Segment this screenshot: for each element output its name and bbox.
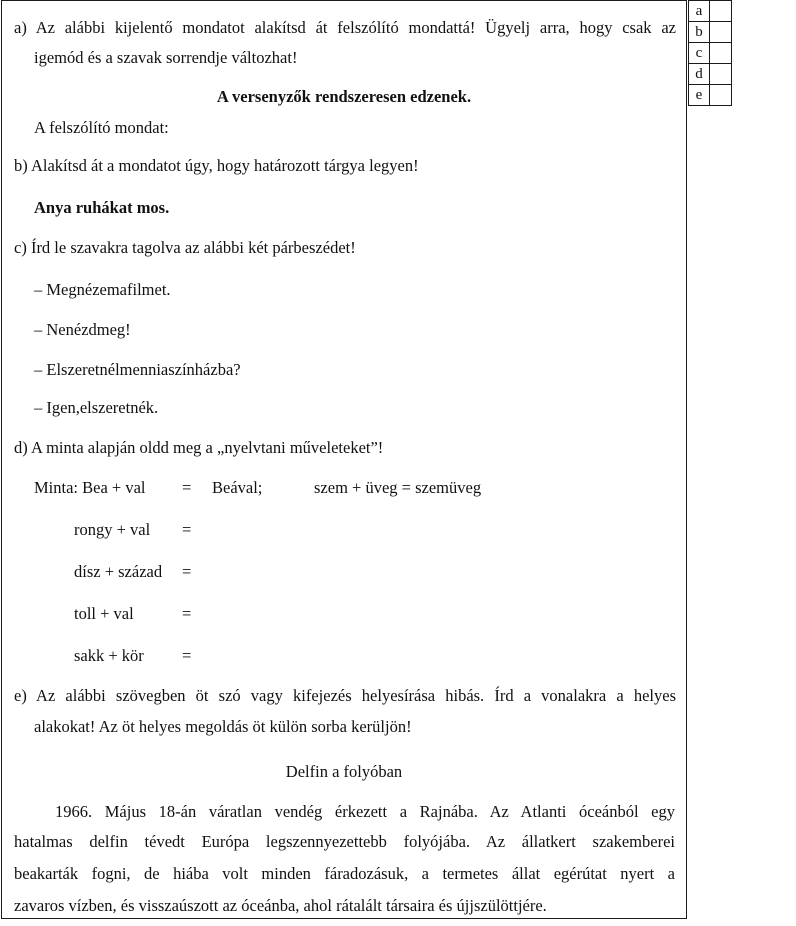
exercise-expression: sakk + kör bbox=[74, 646, 144, 665]
score-field-e[interactable] bbox=[710, 85, 732, 106]
exercise-equals: = bbox=[182, 520, 192, 539]
score-row-c bbox=[689, 43, 732, 64]
text-title: Delfin a folyóban bbox=[285, 762, 403, 781]
score-row-e bbox=[689, 85, 732, 106]
exercise-equals: = bbox=[182, 562, 192, 581]
example-result: Beával; bbox=[212, 478, 263, 497]
score-label: b bbox=[689, 22, 710, 43]
score-table bbox=[688, 0, 732, 106]
task-e-prompt-line2: alakokat! Az öt helyes megoldás öt külön sorba kerüljön! bbox=[34, 717, 412, 736]
task-a-prompt-line2: igemód és a szavak sorrendje változhat! bbox=[34, 48, 298, 67]
paragraph-line: zavaros vízben, és visszaúszott az óceánba, ahol rátalált társaira és újjszülöttjére. bbox=[14, 896, 547, 915]
score-field-d[interactable] bbox=[710, 64, 732, 85]
task-b-prompt: b) Alakítsd át a mondatot úgy, hogy határozott tárgya legyen! bbox=[14, 156, 419, 175]
score-field-b[interactable] bbox=[710, 22, 732, 43]
task-b-sentence: Anya ruhákat mos. bbox=[34, 198, 170, 217]
exercise-equals: = bbox=[182, 604, 192, 623]
task-c-prompt: c) Írd le szavakra tagolva az alábbi két párbeszédet! bbox=[14, 238, 356, 257]
exercise-answer-field[interactable] bbox=[212, 562, 652, 582]
task-a-sentence: A versenyzők rendszeresen edzenek. bbox=[216, 87, 472, 106]
exercise-equals: = bbox=[182, 646, 192, 665]
score-label: a bbox=[689, 1, 710, 22]
score-field-c[interactable] bbox=[710, 43, 732, 64]
dialogue-line: – Igen,elszeretnék. bbox=[34, 398, 159, 417]
paragraph-line: 1966. Május 18-án váratlan vendég érkezett a Rajnába. Az Atlanti óceánból egy bbox=[55, 802, 675, 821]
dialogue-line: – Megnézemafilmet. bbox=[34, 280, 171, 299]
task-a-prompt-line1: a) Az alábbi kijelentő mondatot alakítsd át felszólító mondattá! Ügyelj arra, hogy csak az bbox=[14, 18, 676, 37]
score-row-d bbox=[689, 64, 732, 85]
score-field-a[interactable] bbox=[710, 1, 732, 22]
exercise-answer-field[interactable] bbox=[212, 520, 652, 540]
paragraph-line: beakarták fogni, de hiába volt minden fáradozásuk, a termetes állat egérútat nyert a bbox=[14, 864, 675, 883]
score-label: e bbox=[689, 85, 710, 106]
exercise-expression: dísz + század bbox=[74, 562, 163, 581]
exercise-expression: rongy + val bbox=[74, 520, 151, 539]
score-label: c bbox=[689, 43, 710, 64]
dialogue-line: – Elszeretnélmenniaszínházba? bbox=[34, 360, 241, 379]
task-d-prompt: d) A minta alapján oldd meg a „nyelvtani műveleteket”! bbox=[14, 438, 384, 457]
score-row-a bbox=[689, 1, 732, 22]
paragraph-line: hatalmas delfin tévedt Európa legszennyezettebb folyójába. Az állatkert szakemberei bbox=[14, 832, 675, 851]
task-a-answer-label: A felszólító mondat: bbox=[34, 118, 169, 137]
exercise-answer-field[interactable] bbox=[212, 646, 652, 666]
score-label: d bbox=[689, 64, 710, 85]
exercise-answer-field[interactable] bbox=[212, 604, 652, 624]
task-e-prompt-line1: e) Az alábbi szövegben öt szó vagy kifejezés helyesírása hibás. Írd a vonalakra a helyes bbox=[14, 686, 676, 705]
exercise-expression: toll + val bbox=[74, 604, 134, 623]
dialogue-line: – Nenézdmeg! bbox=[34, 320, 131, 339]
example-second: szem + üveg = szemüveg bbox=[314, 478, 482, 497]
example-equals: = bbox=[182, 478, 192, 497]
example-expression: Minta: Bea + val bbox=[34, 478, 146, 497]
score-row-b bbox=[689, 22, 732, 43]
